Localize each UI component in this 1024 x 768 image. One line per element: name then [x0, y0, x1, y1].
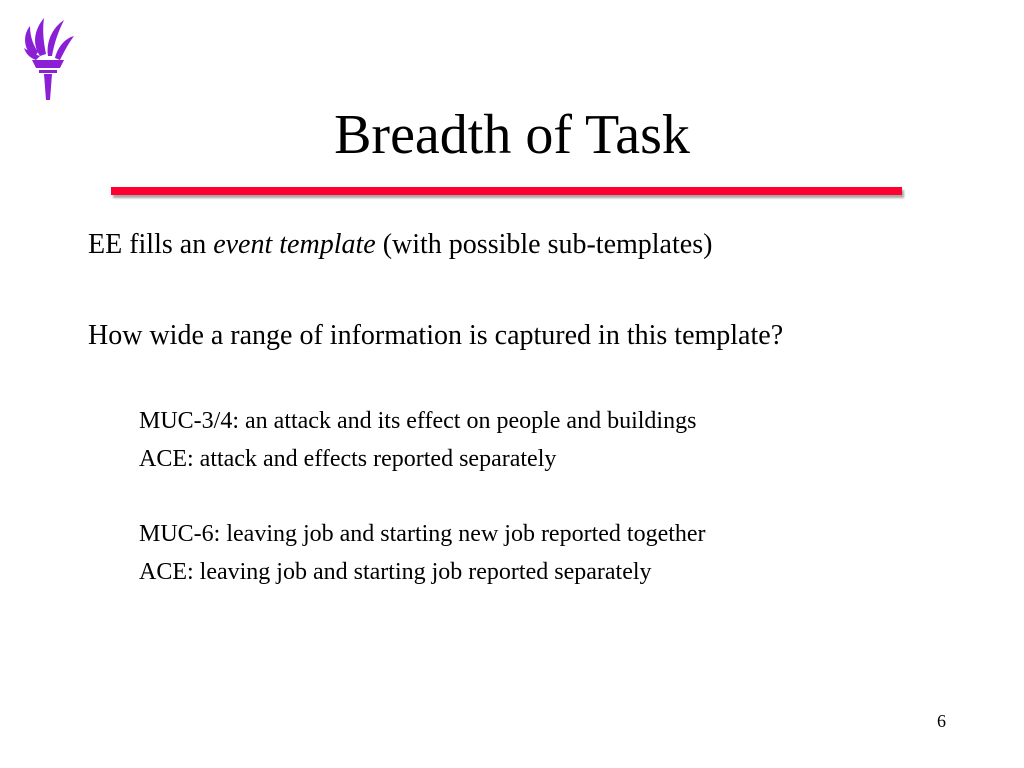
- sub-line-ace-job: ACE: leaving job and starting job reported separately: [139, 559, 652, 585]
- body-line-1-start: EE fills an: [88, 229, 214, 260]
- body-line-1-end: (with possible sub-templates): [375, 229, 713, 260]
- body-line-2: How wide a range of information is captured in this template?: [88, 320, 784, 351]
- title-underline: [111, 187, 902, 195]
- page-number: 6: [937, 711, 946, 731]
- slide-title: Breadth of Task: [334, 104, 690, 166]
- nyu-torch-icon: [22, 14, 74, 102]
- body-line-1: [88, 227, 712, 263]
- sub-line-muc34: MUC-3/4: an attack and its effect on people and buildings: [139, 408, 697, 434]
- body-line-1-emphasis: event template: [213, 229, 376, 260]
- sub-line-ace-attack: ACE: attack and effects reported separately: [139, 446, 557, 472]
- sub-line-muc6: MUC-6: leaving job and starting new job reported together: [139, 521, 706, 547]
